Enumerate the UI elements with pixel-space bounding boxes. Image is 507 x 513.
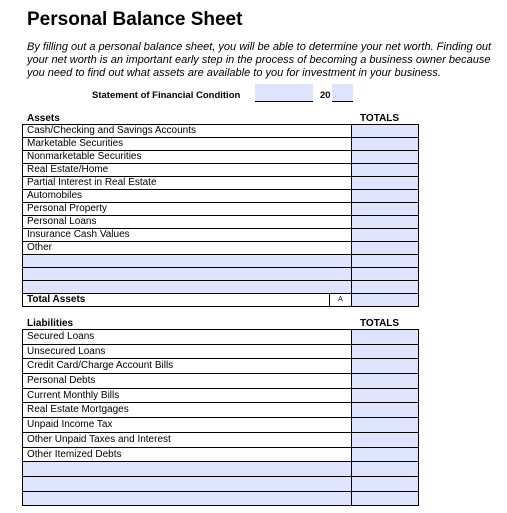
asset-label: Automobiles [27, 190, 83, 201]
asset-total-field[interactable] [351, 177, 419, 189]
asset-total-field[interactable] [351, 242, 419, 254]
liability-blank-field[interactable] [23, 462, 351, 476]
asset-label: Partial Interest in Real Estate [27, 177, 157, 188]
asset-total-field[interactable] [351, 203, 419, 215]
total-assets-marker: A [329, 294, 351, 306]
asset-row [23, 242, 419, 255]
asset-label: Marketable Securities [27, 138, 124, 149]
asset-total-field[interactable] [351, 229, 419, 241]
statement-date-field[interactable] [255, 84, 313, 102]
page-title: Personal Balance Sheet [27, 9, 243, 30]
asset-row [23, 138, 419, 151]
asset-total-field[interactable] [351, 190, 419, 202]
asset-label: Nonmarketable Securities [27, 151, 142, 162]
asset-label: Real Estate/Home [27, 164, 109, 175]
assets-heading: Assets [27, 113, 60, 124]
asset-row-blank [23, 281, 419, 294]
asset-total-field[interactable] [351, 281, 419, 293]
liability-row [23, 345, 419, 360]
asset-row [23, 177, 419, 190]
liability-row [23, 418, 419, 433]
liability-row [23, 433, 419, 448]
liability-row-blank [23, 492, 419, 507]
statement-label: Statement of Financial Condition [92, 90, 241, 101]
liability-blank-field[interactable] [23, 477, 351, 491]
asset-total-field[interactable] [351, 138, 419, 150]
liability-row-blank [23, 477, 419, 492]
assets-totals-heading: TOTALS [360, 113, 400, 124]
asset-row [23, 164, 419, 177]
liability-label: Secured Loans [27, 331, 95, 342]
asset-row-blank [23, 255, 419, 268]
liability-row [23, 374, 419, 389]
liability-total-field[interactable] [351, 374, 419, 388]
asset-label: Personal Loans [27, 216, 97, 227]
assets-table [22, 124, 419, 307]
asset-row [23, 190, 419, 203]
asset-label: Insurance Cash Values [27, 229, 130, 240]
liability-label: Real Estate Mortgages [27, 404, 129, 416]
liabilities-heading: Liabilities [27, 318, 74, 329]
liabilities-totals-heading: TOTALS [360, 318, 400, 329]
liability-label: Credit Card/Charge Account Bills [27, 360, 174, 372]
liability-row [23, 403, 419, 418]
total-assets-label: Total Assets [23, 294, 329, 306]
asset-blank-field[interactable] [23, 255, 351, 267]
liability-total-field[interactable] [351, 403, 419, 417]
asset-total-field[interactable] [351, 255, 419, 267]
liability-label: Current Monthly Bills [27, 389, 120, 401]
asset-total-field[interactable] [351, 216, 419, 228]
asset-blank-field[interactable] [23, 268, 351, 280]
liability-row-blank [23, 462, 419, 477]
asset-total-field[interactable] [351, 268, 419, 280]
liability-row [23, 448, 419, 463]
asset-total-field[interactable] [351, 125, 419, 137]
asset-total-field[interactable] [351, 164, 419, 176]
liability-total-field[interactable] [351, 477, 419, 491]
asset-row [23, 229, 419, 242]
liability-row [23, 330, 419, 345]
statement-year-field[interactable] [332, 84, 353, 102]
liability-total-field[interactable] [351, 492, 419, 506]
liability-label: Other Itemized Debts [27, 448, 122, 460]
total-assets-row [23, 294, 419, 307]
liability-total-field[interactable] [351, 359, 419, 373]
liabilities-table [22, 329, 419, 506]
total-assets-field[interactable] [351, 294, 419, 306]
liability-row [23, 389, 419, 404]
liability-label: Unpaid Income Tax [27, 419, 113, 431]
liability-label: Unsecured Loans [27, 345, 106, 357]
liability-total-field[interactable] [351, 330, 419, 344]
asset-row [23, 216, 419, 229]
liability-total-field[interactable] [351, 462, 419, 476]
liability-row [23, 359, 419, 374]
asset-row [23, 125, 419, 138]
liability-label: Personal Debts [27, 375, 96, 387]
statement-year-prefix: 20 [320, 90, 331, 101]
asset-label: Cash/Checking and Savings Accounts [27, 125, 196, 136]
intro-paragraph: By filling out a personal balance sheet, you will be able to determine your net worth. Finding out your net worth is an important early step in the process of becoming a business owner because you need to find out what assets are available to you for investment in your business. [27, 41, 492, 79]
asset-label: Personal Property [27, 203, 108, 214]
liability-total-field[interactable] [351, 389, 419, 403]
asset-row [23, 151, 419, 164]
asset-row [23, 203, 419, 216]
liability-total-field[interactable] [351, 433, 419, 447]
asset-label: Other [27, 242, 53, 253]
liability-total-field[interactable] [351, 345, 419, 359]
liability-label: Other Unpaid Taxes and Interest [27, 433, 171, 445]
asset-total-field[interactable] [351, 151, 419, 163]
liability-total-field[interactable] [351, 448, 419, 462]
liability-total-field[interactable] [351, 418, 419, 432]
liability-blank-field[interactable] [23, 492, 351, 506]
asset-row-blank [23, 268, 419, 281]
asset-blank-field[interactable] [23, 281, 351, 293]
